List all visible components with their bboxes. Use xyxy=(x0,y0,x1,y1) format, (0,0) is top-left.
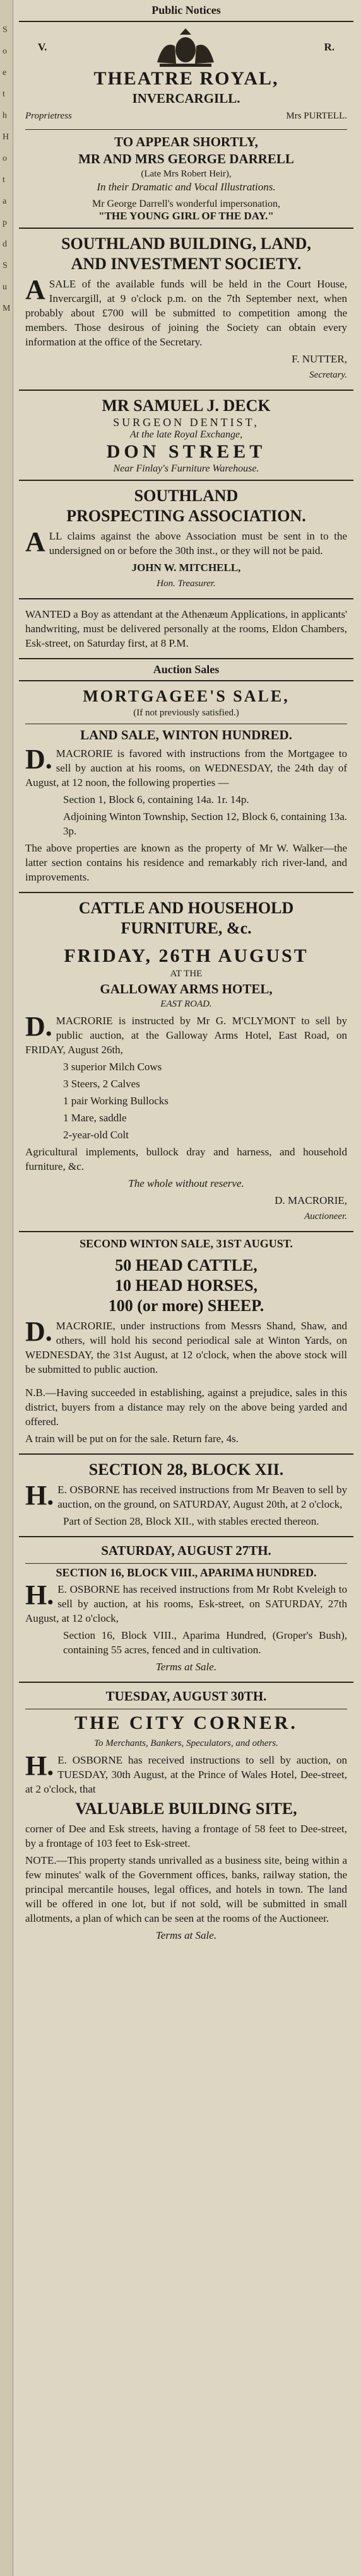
wanted-body: WANTED a Boy as attendant at the Athenæum Applications, in applicants' handwriting, must be delivered personally at the rooms, Eldon Chambers, Esk-street, on Saturday first, at 8 P.M. xyxy=(25,608,347,649)
prospecting-ad: SOUTHLAND PROSPECTING ASSOCIATION. ALL claims against the above Association must be sent in to the undersigned on or before the 30th inst., or they will not be paid. JOHN W. MITCHELL, Hon. Treasurer. xyxy=(19,481,353,599)
winton-train: A train will be put on for the sale. Return fare, 4s. xyxy=(25,1433,239,1445)
gutter-letter: t xyxy=(3,90,5,99)
prospecting-sign-title: Hon. Treasurer. xyxy=(157,579,216,589)
winton-head: SECOND WINTON SALE, 31ST AUGUST. xyxy=(80,1237,293,1250)
young-girl-line: "THE YOUNG GIRL OF THE DAY." xyxy=(98,210,274,222)
cattle-reserve: The whole without reserve. xyxy=(128,1177,244,1189)
aparima-body: E. OSBORNE has received instructions from Mr Robt Kveleigh to sell by auction, at his rooms, Esk-street, on SATURDAY, 27th August, at 12 o'clock, xyxy=(25,1583,347,1624)
gutter-letter: S xyxy=(3,261,8,270)
aparima-ad: SATURDAY, AUGUST 27TH. SECTION 16, BLOCK VIII., APARIMA HUNDRED. H. E. OSBORNE has received instructions from Mr Robt Kveleigh to sell by auction, at his rooms, Esk-street, on SATURDAY, 27th August, at 12 o'clock, Section 16, Block VIII., Aparima Hundred, (Groper's Bush), containing 55 acres, fenced and in cultivation. Terms at Sale. xyxy=(19,1537,353,1683)
mortgagee-section-1: Section 1, Block 6, containing 14a. 1r. 14p. xyxy=(63,794,249,806)
prospecting-body: LL claims against the above Association must be sent in to the undersigned on or before the 30th inst., or they will not be paid. xyxy=(49,530,347,557)
section28-part: Part of Section 28, Block XII., with stables erected thereon. xyxy=(63,1515,319,1527)
section-28-ad: SECTION 28, BLOCK XII. H. E. OSBORNE has received instructions from Mr Beaven to sell by auction, on the ground, on SATURDAY, August 20th, at 2 o'clock, Part of Section 28, Block XII., with stables erected thereon. xyxy=(19,1455,353,1537)
v-letter: V. xyxy=(38,41,47,53)
cattle-implements: Agricultural implements, bullock dray and harness, and household furniture, &c. xyxy=(25,1146,347,1172)
city-corner: corner of Dee and Esk streets, having a frontage of 58 feet to Dee-street, by a frontage of 103 feet to Esk-street. xyxy=(25,1823,347,1849)
building-sign: F. NUTTER, xyxy=(292,353,347,365)
mortgagee-title: MORTGAGEE'S SALE, xyxy=(83,687,290,705)
cattle-road: EAST ROAD. xyxy=(160,999,212,1009)
gutter-letter: o xyxy=(3,47,7,56)
building-title-2: AND INVESTMENT SOCIETY. xyxy=(71,255,302,273)
cattle-item: 1 pair Working Bullocks xyxy=(63,1095,169,1107)
aparima-title: SECTION 16, BLOCK VIII., APARIMA HUNDRED. xyxy=(25,1563,347,1580)
cattle-item-list xyxy=(25,1060,347,1142)
gutter-letter: M xyxy=(3,304,11,313)
appear-shortly: TO APPEAR SHORTLY, xyxy=(25,129,347,151)
dramatic-line: In their Dramatic and Vocal Illustrations. xyxy=(97,181,276,193)
mortgagee-body: MACRORIE is favored with instructions from the Mortgagee to sell by auction at his rooms, on WEDNESDAY, the 24th day of August, at 12 noon, the following properties — xyxy=(25,748,347,788)
city-body: E. OSBORNE has received instructions to sell by auction, on TUESDAY, 30th August, at the Prince of Wales Hotel, Dee-street, at 2 o'clock, that xyxy=(25,1754,347,1795)
gutter-letter: t xyxy=(3,175,5,185)
public-notices-header: Public Notices xyxy=(19,0,353,22)
cattle-hotel: GALLOWAY ARMS HOTEL, xyxy=(100,981,273,996)
city-site: VALUABLE BUILDING SITE, xyxy=(75,1799,297,1818)
building-body: SALE of the available funds will be held in the Court House, Invercargill, at 9 o'clock p.m. on the 7th September next, when probably about £700 will be submitted to competition among the members. Those desirous of joining the Society can obtain every information at the office of the Secretary. xyxy=(25,278,347,348)
winton-sheep: 100 (or more) SHEEP. xyxy=(108,1297,264,1315)
dentist-ad xyxy=(19,391,353,481)
auction-sales-header: Auction Sales xyxy=(19,659,353,681)
mortgagee-note: The above properties are known as the property of Mr W. Walker—the latter section contains his residence and remarkably rich river-land, and improvements. xyxy=(25,842,347,883)
mortgagee-sub: (If not previously satisfied.) xyxy=(133,708,239,718)
gutter-letter: e xyxy=(3,68,7,78)
gutter-letter: a xyxy=(3,197,7,206)
impersonation-line: Mr George Darrell's wonderful impersonation, xyxy=(92,199,281,209)
city-terms: Terms at Sale. xyxy=(155,1929,217,1941)
gutter-letter: d xyxy=(3,240,7,249)
aparima-section: Section 16, Block VIII., Aparima Hundred, (Groper's Bush), containing 55 acres, fenced and in cultivation. xyxy=(63,1629,347,1656)
city-corner-ad: TUESDAY, AUGUST 30TH. THE CITY CORNER. To Merchants, Bankers, Speculators, and others. H. E. OSBORNE has received instructions to sell by auction, on TUESDAY, 30th August, at the Prince of Wales Hotel, Dee-street, at 2 o'clock, that VALUABLE BUILDING SITE, corner of Dee and Esk streets, having a frontage of 58 feet to Dee-street, by a frontage of 103 feet to Esk-street. NOTE.—This property stands unrivalled as a business site, being within a few minutes' walk of the Government offices, banks, railway station, the principal mercantile houses, legal offices, and hotels in town. The land will be offered in one lot, but if not sold, will be submitted in small allotments, a plan of which can be seen at the rooms of the Auctioneer. Terms at Sale. xyxy=(25,1689,347,1941)
section28-title: SECTION 28, BLOCK XII. xyxy=(88,1460,284,1479)
deck-at: At the late Royal Exchange, xyxy=(129,429,243,440)
cattle-sale-ad: CATTLE AND HOUSEHOLD FURNITURE, &c. FRIDAY, 26TH AUGUST AT THE GALLOWAY ARMS HOTEL, EAST ROAD. D. MACRORIE is instructed by Mr G. M'CLYMONT to sell by public auction, at the Galloway Arms Hotel, East Road, on FRIDAY, August 26th, 3 superior Milch Cows 3 Steers, 2 Calves 1 pair Working Bullocks 1 Mare, saddle 2-year-old Colt Agricultural implements, bullock dray and harness, and household furniture, &c. The whole without reserve. D. MACRORIE, Auctioneer. xyxy=(19,893,353,1232)
notices-column xyxy=(19,0,353,1950)
city-title: THE CITY CORNER. xyxy=(25,1709,347,1735)
cattle-at: AT THE xyxy=(170,969,203,979)
wanted-ad xyxy=(19,599,353,659)
city-to: To Merchants, Bankers, Speculators, and others. xyxy=(94,1738,278,1748)
gutter-letter: S xyxy=(3,25,8,35)
deck-name: MR SAMUEL J. DECK xyxy=(102,396,271,415)
deck-street: DON STREET xyxy=(106,441,266,462)
cattle-sign: D. MACRORIE, xyxy=(275,1194,347,1206)
late-name: (Late Mrs Robert Heir), xyxy=(141,169,232,179)
cattle-title-2: FURNITURE, &c. xyxy=(121,919,252,937)
cattle-title-1: CATTLE AND HOUSEHOLD xyxy=(78,899,294,917)
city-date: TUESDAY, AUGUST 30TH. xyxy=(105,1689,267,1704)
r-letter: R. xyxy=(324,41,334,53)
cattle-item: 3 superior Milch Cows xyxy=(63,1061,162,1073)
cattle-item: 1 Mare, saddle xyxy=(63,1112,127,1124)
proprietress-label: Proprietress xyxy=(25,111,72,121)
winton-cattle: 50 HEAD CATTLE, xyxy=(115,1256,257,1274)
gutter-letter: H xyxy=(3,132,9,142)
city-note: NOTE.—This property stands unrivalled as a business site, being within a few minutes' walk of the Government offices, banks, railway station, the principal mercantile houses, legal offices, and hotels in town. The land will be offered in one lot, but if not sold, will be submitted in small allotments, a plan of which can be seen at the rooms of the Auctioneer. xyxy=(25,1854,347,1924)
cattle-sign-title: Auctioneer. xyxy=(304,1211,347,1222)
aparima-terms: Terms at Sale. xyxy=(155,1661,217,1673)
theatre-title: THEATRE ROYAL, xyxy=(93,68,279,89)
cattle-body: MACRORIE is instructed by Mr G. M'CLYMONT to sell by public auction, at the Galloway Arms Hotel, East Road, on FRIDAY, August 26th, xyxy=(25,1015,347,1056)
theatre-royal-ad xyxy=(19,22,353,229)
deck-role: SURGEON DENTIST, xyxy=(113,416,259,429)
building-sign-title: Secretary. xyxy=(309,370,347,380)
winton-sale-ad: SECOND WINTON SALE, 31ST AUGUST. 50 HEAD CATTLE, 10 HEAD HORSES, 100 (or more) SHEEP. D. MACRORIE, under instructions from Messrs Shand, Shaw, and others, will hold his second periodical sale at Winton Yards, on WEDNESDAY, the 31st August, at 12 o'clock, when the above stock will be submitted to public auction. N.B.—Having succeeded in establishing, against a prejudice, sales in this district, buyers from a distance may rely on the above being yarded and offered. A train will be put on for the sale. Return fare, 4s. xyxy=(19,1232,353,1455)
building-title-1: SOUTHLAND BUILDING, LAND, xyxy=(61,234,311,253)
deck-near: Near Finlay's Furniture Warehouse. xyxy=(113,463,259,474)
gutter-letter: o xyxy=(3,154,7,163)
prospecting-title-1: SOUTHLAND xyxy=(134,487,239,505)
cattle-item: 2-year-old Colt xyxy=(63,1129,129,1141)
theatre-city: INVERCARGILL. xyxy=(132,91,240,106)
prospecting-sign: JOHN W. MITCHELL, xyxy=(131,562,241,574)
darrell-names: MR AND MRS GEORGE DARRELL xyxy=(78,151,294,166)
cattle-item: 3 Steers, 2 Calves xyxy=(63,1078,140,1090)
royal-arms-icon xyxy=(151,27,220,67)
cattle-date: FRIDAY, 26TH AUGUST xyxy=(64,945,309,966)
building-society-ad: SOUTHLAND BUILDING, LAND, AND INVESTMENT SOCIETY. ASALE of the available funds will be held in the Court House, Invercargill, at 9 o'clock p.m. on the 7th September next, when probably about £700 will be submitted to competition among the members. Those desirous of joining the Society can obtain every information at the office of the Secretary. F. NUTTER, Secretary. xyxy=(19,229,353,391)
left-gutter xyxy=(0,0,13,2576)
aparima-date: SATURDAY, AUGUST 27TH. xyxy=(101,1543,271,1558)
gutter-letter: u xyxy=(3,282,7,292)
winton-nb: N.B.—Having succeeded in establishing, against a prejudice, sales in this district, buyers from a distance may rely on the above being yarded and offered. xyxy=(25,1387,347,1428)
winton-horses: 10 HEAD HORSES, xyxy=(114,1276,258,1295)
section28-body: E. OSBORNE has received instructions from Mr Beaven to sell by auction, on the ground, on SATURDAY, August 20th, at 2 o'clock, xyxy=(57,1484,347,1510)
land-sale-title: LAND SALE, WINTON HUNDRED. xyxy=(25,724,347,744)
prospecting-title-2: PROSPECTING ASSOCIATION. xyxy=(66,507,306,525)
proprietress-name: Mrs PURTELL. xyxy=(286,111,347,121)
gutter-letter: h xyxy=(3,111,7,120)
gutter-letter: p xyxy=(3,218,7,228)
winton-body: MACRORIE, under instructions from Messrs Shand, Shaw, and others, will hold his second periodical sale at Winton Yards, on WEDNESDAY, the 31st August, at 12 o'clock, when the above stock will be submitted to public auction. xyxy=(25,1320,347,1375)
mortgagee-section-2: Adjoining Winton Township, Section 12, Block 6, containing 13a. 3p. xyxy=(63,811,347,837)
mortgagee-sale-ad: MORTGAGEE'S SALE, (If not previously satisfied.) LAND SALE, WINTON HUNDRED. D. MACRORIE is favored with instructions from the Mortgagee to sell by auction at his rooms, on WEDNESDAY, the 24th day of August, at 12 noon, the following properties — Section 1, Block 6, containing 14a. 1r. 14p. Adjoining Winton Township, Section 12, Block 6, containing 13a. 3p. The above properties are known as the property of Mr W. Walker—the latter section contains his residence and remarkably rich river-land, and improvements. xyxy=(19,681,353,893)
